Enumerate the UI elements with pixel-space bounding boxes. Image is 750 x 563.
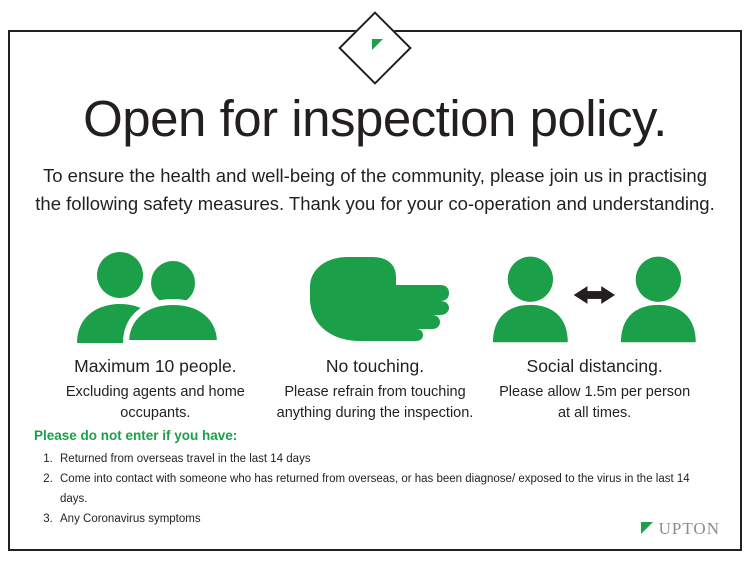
measure-item-maximum-people bbox=[52, 245, 259, 424]
entry-restrictions bbox=[34, 428, 716, 530]
brand-footer bbox=[640, 519, 720, 539]
page-subtitle: To ensure the health and well-being of the community, please join us in practising the following safety measures. Thank you for your co-operation and understanding. bbox=[35, 164, 715, 215]
notice-title: Please do not enter if you have: bbox=[34, 427, 238, 443]
measure-body: Excluding agents and home occupants. bbox=[65, 383, 245, 421]
list-item: 2. Come into contact with someone who has returned from overseas, or has been diagnose/ exposed to the virus in the last 14 days. bbox=[56, 469, 716, 509]
brand-mark-icon bbox=[640, 521, 654, 537]
measure-heading: Social distancing. bbox=[526, 355, 663, 376]
list-item: 3. Any Coronavirus symptoms bbox=[56, 509, 716, 529]
measure-body: Please allow 1.5m per person at all times. bbox=[499, 383, 691, 421]
measure-heading: No touching. bbox=[325, 355, 425, 376]
measure-heading: Maximum 10 people. bbox=[74, 355, 237, 376]
notice-list bbox=[34, 449, 716, 530]
list-item: 1. Returned from overseas travel in the last 14 days bbox=[56, 449, 716, 469]
measures-row bbox=[34, 245, 716, 424]
pointing-hand-icon bbox=[272, 245, 479, 343]
poster-content bbox=[8, 30, 742, 551]
page-title: Open for inspection policy. bbox=[83, 90, 667, 147]
measure-body: Please refrain from touching anything during the inspection. bbox=[276, 383, 474, 421]
brand-name: UPTON bbox=[658, 519, 720, 538]
measure-item-no-touching bbox=[272, 245, 479, 424]
brand-logo-icon bbox=[362, 35, 388, 61]
social-distance-icon bbox=[491, 245, 698, 343]
measure-item-social-distancing bbox=[491, 245, 698, 424]
two-people-icon bbox=[52, 245, 259, 343]
